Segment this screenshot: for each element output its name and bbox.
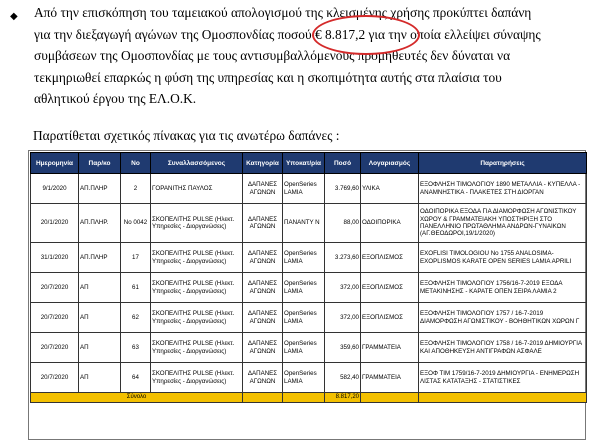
header-cell: Συναλλασσόμενος (151, 153, 243, 174)
empty-cell (361, 393, 419, 403)
account-cell: ΕΞΟΠΛΙΣΜΟΣ (361, 243, 419, 273)
remarks-cell: ΕΞΟΦΛΗΣΗ ΤΙΜΟΛΟΓΙΟΥ 1890 ΜΕΤΑΛΛΙΑ - ΚΥΠΕΛΛΑ - ΑΝΑΜΝΗΣΤΙΚΑ - ΠΛΑΚΕΤΕΣ ΣΤΗ ΔΙΟΡΓΑΝ (419, 174, 587, 204)
remarks-cell: ΟΔΟΙΠΟΡΙΚΑ ΕΞΟΔΑ ΓΙΑ ΔΙΑΜΟΡΦΩΣΗ ΑΓΩΝΙΣΤΙΚΟΥ ΧΩΡΟΥ & ΓΡΑΜΜΑΤΕΙΑΚΗ ΥΠΟΣΤΗΡΙΞΗ ΣΤΟ ΠΑΝΕΛΛΗΝΙΟ ΠΡΩΤΑΘΛΗΜΑ ΑΝΔΡΩΝ-ΓΥΝΑΙΚΩΝ (ΑΓ.ΘΕΟΔΩΡΟΙ,19/1/2020) (419, 204, 587, 243)
table-row (31, 174, 587, 204)
paragraph-line: Από την επισκόπηση του ταμειακού απολογισμού της κλεισμένης χρήσης προκύπτει δαπάνη (34, 5, 532, 20)
header-cell: Παρατηρήσεις (419, 153, 587, 174)
empty-cell (283, 393, 325, 403)
date-cell: 20/7/2020 (31, 303, 79, 333)
vendor-cell: ΣΚΟΠΕΛΙΤΗΣ PULSE (Ηλεκτ. Υπηρεσίες - Διοργανώσεις) (151, 333, 243, 363)
bullet-icon: ◆ (10, 11, 18, 22)
date-cell: 9/1/2020 (31, 174, 79, 204)
date-cell: 20/7/2020 (31, 363, 79, 393)
paragraph-line: συμβάσεων της Ομοσπονδίας με τους αντισυμβαλλόμενους προμηθευτές δεν δύναται να (34, 48, 511, 63)
table-row (31, 273, 587, 303)
header-cell: Νο (121, 153, 151, 174)
remarks-cell: ΕΞΟΦΛΗΣΗ ΤΙΜΟΛΟΓΙΟΥ 1758 / 16-7-2019 ΔΗΜΙΟΥΡΓΙΑ ΚΑΙ ΑΠΟΘΗΚΕΥΣΗ ΑΝΤΙΓΡΑΦΩΝ ΑΣΦΑΛΕ (419, 333, 587, 363)
number-cell: 61 (121, 273, 151, 303)
total-amount: 8.817,20 (325, 393, 361, 403)
highlight-circle (312, 15, 420, 55)
account-cell: ΓΡΑΜΜΑΤΕΙΑ (361, 333, 419, 363)
amount-cell: 359,60 (325, 333, 361, 363)
subcategory-cell: OpenSeries LAMIA (283, 243, 325, 273)
expenses-table (30, 152, 587, 403)
category-cell: ΔΑΠΑΝΕΣ ΑΓΩΝΩΝ (243, 333, 283, 363)
subcategory-cell: OpenSeries LAMIA (283, 363, 325, 393)
number-cell: 62 (121, 303, 151, 333)
account-cell: ΟΔΟΙΠΟΡΙΚΑ (361, 204, 419, 243)
doc-type-cell: ΑΠ (79, 303, 121, 333)
account-cell: ΓΡΑΜΜΑΤΕΙΑ (361, 363, 419, 393)
vendor-cell: ΓΟΡΑΝΙΤΗΣ ΠΑΥΛΟΣ (151, 174, 243, 204)
paragraph-line: αθλητικού έργου της ΕΛ.Ο.Κ. (34, 91, 197, 106)
amount-cell: 88,00 (325, 204, 361, 243)
table-row (31, 303, 587, 333)
empty-cell (419, 393, 587, 403)
table-row (31, 363, 587, 393)
number-cell: 64 (121, 363, 151, 393)
date-cell: 31/1/2020 (31, 243, 79, 273)
subcategory-cell: OpenSeries LAMIA (283, 174, 325, 204)
doc-type-cell: ΑΠ.ΠΛΗΡ (79, 243, 121, 273)
doc-type-cell: ΑΠ (79, 333, 121, 363)
vendor-cell: ΣΚΟΠΕΛΙΤΗΣ PULSE (Ηλεκτ. Υπηρεσίες - Διοργανώσεις) (151, 363, 243, 393)
amount-cell: 582,40 (325, 363, 361, 393)
vendor-cell: ΣΚΟΠΕΛΙΤΗΣ PULSE (Ηλεκτ. Υπηρεσίες - Διοργανώσεις) (151, 243, 243, 273)
remarks-cell: EXOFLISI TIMOLOGIOU No 1755 ANALOSIMA-EXOPLISMOS KARATE OPEN SERIES LAMIA APRILI (419, 243, 587, 273)
account-cell: ΥΛΙΚΑ (361, 174, 419, 204)
amount-cell: 3.769,60 (325, 174, 361, 204)
remarks-cell: ΕΞΟΦΛΗΣΗ ΤΙΜΟΛΟΓΙΟΥ 1756/16-7-2019 ΕΞΟΔΑ ΜΕΤΑΚΙΝΗΣΗΣ - ΚΑΡΑΤΕ ΟΠΕΝ ΣΕΙΡΑ ΛΑΜΙΑ 2 (419, 273, 587, 303)
header-cell: Κατηγορία (243, 153, 283, 174)
subcategory-cell: OpenSeries LAMIA (283, 273, 325, 303)
category-cell: ΔΑΠΑΝΕΣ ΑΓΩΝΩΝ (243, 204, 283, 243)
subcategory-cell: OpenSeries LAMIA (283, 333, 325, 363)
category-cell: ΔΑΠΑΝΕΣ ΑΓΩΝΩΝ (243, 273, 283, 303)
account-cell: ΕΞΟΠΛΙΣΜΟΣ (361, 303, 419, 333)
amount-cell: 3.273,60 (325, 243, 361, 273)
header-cell: Λογαριασμός (361, 153, 419, 174)
number-cell: 2 (121, 174, 151, 204)
table-row (31, 333, 587, 363)
category-cell: ΔΑΠΑΝΕΣ ΑΓΩΝΩΝ (243, 174, 283, 204)
account-cell: ΕΞΟΠΛΙΣΜΟΣ (361, 273, 419, 303)
amount-cell: 372,00 (325, 303, 361, 333)
doc-type-cell: ΑΠ.ΠΛΗΡ (79, 174, 121, 204)
remarks-cell: ΕΞΟΦ ΤΙΜ 1759/16-7-2019 ΔΗΜΙΟΥΡΓΙΑ - ΕΝΗΜΕΡΩΣΗ ΛΙΣΤΑΣ ΚΑΤΑΤΑΞΗΣ - ΣΤΑΤΙΣΤΙΚΕΣ (419, 363, 587, 393)
amount-cell: 372,00 (325, 273, 361, 303)
doc-type-cell: ΑΠ (79, 273, 121, 303)
table-row (31, 204, 587, 243)
table-header-row (31, 153, 587, 174)
date-cell: 20/7/2020 (31, 273, 79, 303)
header-cell: Ποσό (325, 153, 361, 174)
paragraph-line: για την διεξαγωγή αγώνων της Ομοσπονδίας ποσού € 8.817,2 για την οποία ελλείψει σύναψης (34, 26, 541, 42)
vendor-cell: ΣΚΟΠΕΛΙΤΗΣ PULSE (Ηλεκτ. Υπηρεσίες - Διοργανώσεις) (151, 273, 243, 303)
header-cell: Ημερομηνία (31, 153, 79, 174)
category-cell: ΔΑΠΑΝΕΣ ΑΓΩΝΩΝ (243, 303, 283, 333)
remarks-cell: ΕΞΟΦΛΗΣΗ ΤΙΜΟΛΟΓΙΟΥ 1757 / 16-7-2019 ΔΙΑΜΟΡΦΩΣΗ ΑΓΩΝΙΣΤΙΚΟΥ - ΒΟΗΘΗΤΙΚΩΝ ΧΩΡΩΝ Γ (419, 303, 587, 333)
number-cell: 17 (121, 243, 151, 273)
total-row (31, 393, 587, 403)
subcategory-cell: ΠΑΝΑΝΤΥ Ν (283, 204, 325, 243)
subcategory-cell: OpenSeries LAMIA (283, 303, 325, 333)
category-cell: ΔΑΠΑΝΕΣ ΑΓΩΝΩΝ (243, 243, 283, 273)
header-cell: Υποκατ/ρία (283, 153, 325, 174)
header-cell: Παρ/κο (79, 153, 121, 174)
table-row (31, 243, 587, 273)
vendor-cell: ΣΚΟΠΕΛΙΤΗΣ PULSE (Ηλεκτ. Υπηρεσίες - Διοργανώσεις) (151, 204, 243, 243)
date-cell: 20/7/2020 (31, 333, 79, 363)
doc-type-cell: ΑΠ (79, 363, 121, 393)
doc-type-cell: ΑΠ.ΠΛΗΡ. (79, 204, 121, 243)
empty-cell (243, 393, 283, 403)
total-label: Σύνολο (31, 393, 243, 403)
table-lead-text: Παρατίθεται σχετικός πίνακας για τις ανωτέρω δαπάνες : (33, 128, 340, 143)
category-cell: ΔΑΠΑΝΕΣ ΑΓΩΝΩΝ (243, 363, 283, 393)
paragraph-line: τεκμηριωθεί επαρκώς η φύση της υπηρεσίας και η σκοπιμότητα αυτής στα πλαίσια του (34, 69, 502, 85)
number-cell: 63 (121, 333, 151, 363)
number-cell: Νο 0042 (121, 204, 151, 243)
vendor-cell: ΣΚΟΠΕΛΙΤΗΣ PULSE (Ηλεκτ. Υπηρεσίες - Διοργανώσεις) (151, 303, 243, 333)
audit-paragraph (10, 2, 590, 110)
date-cell: 20/1/2020 (31, 204, 79, 243)
